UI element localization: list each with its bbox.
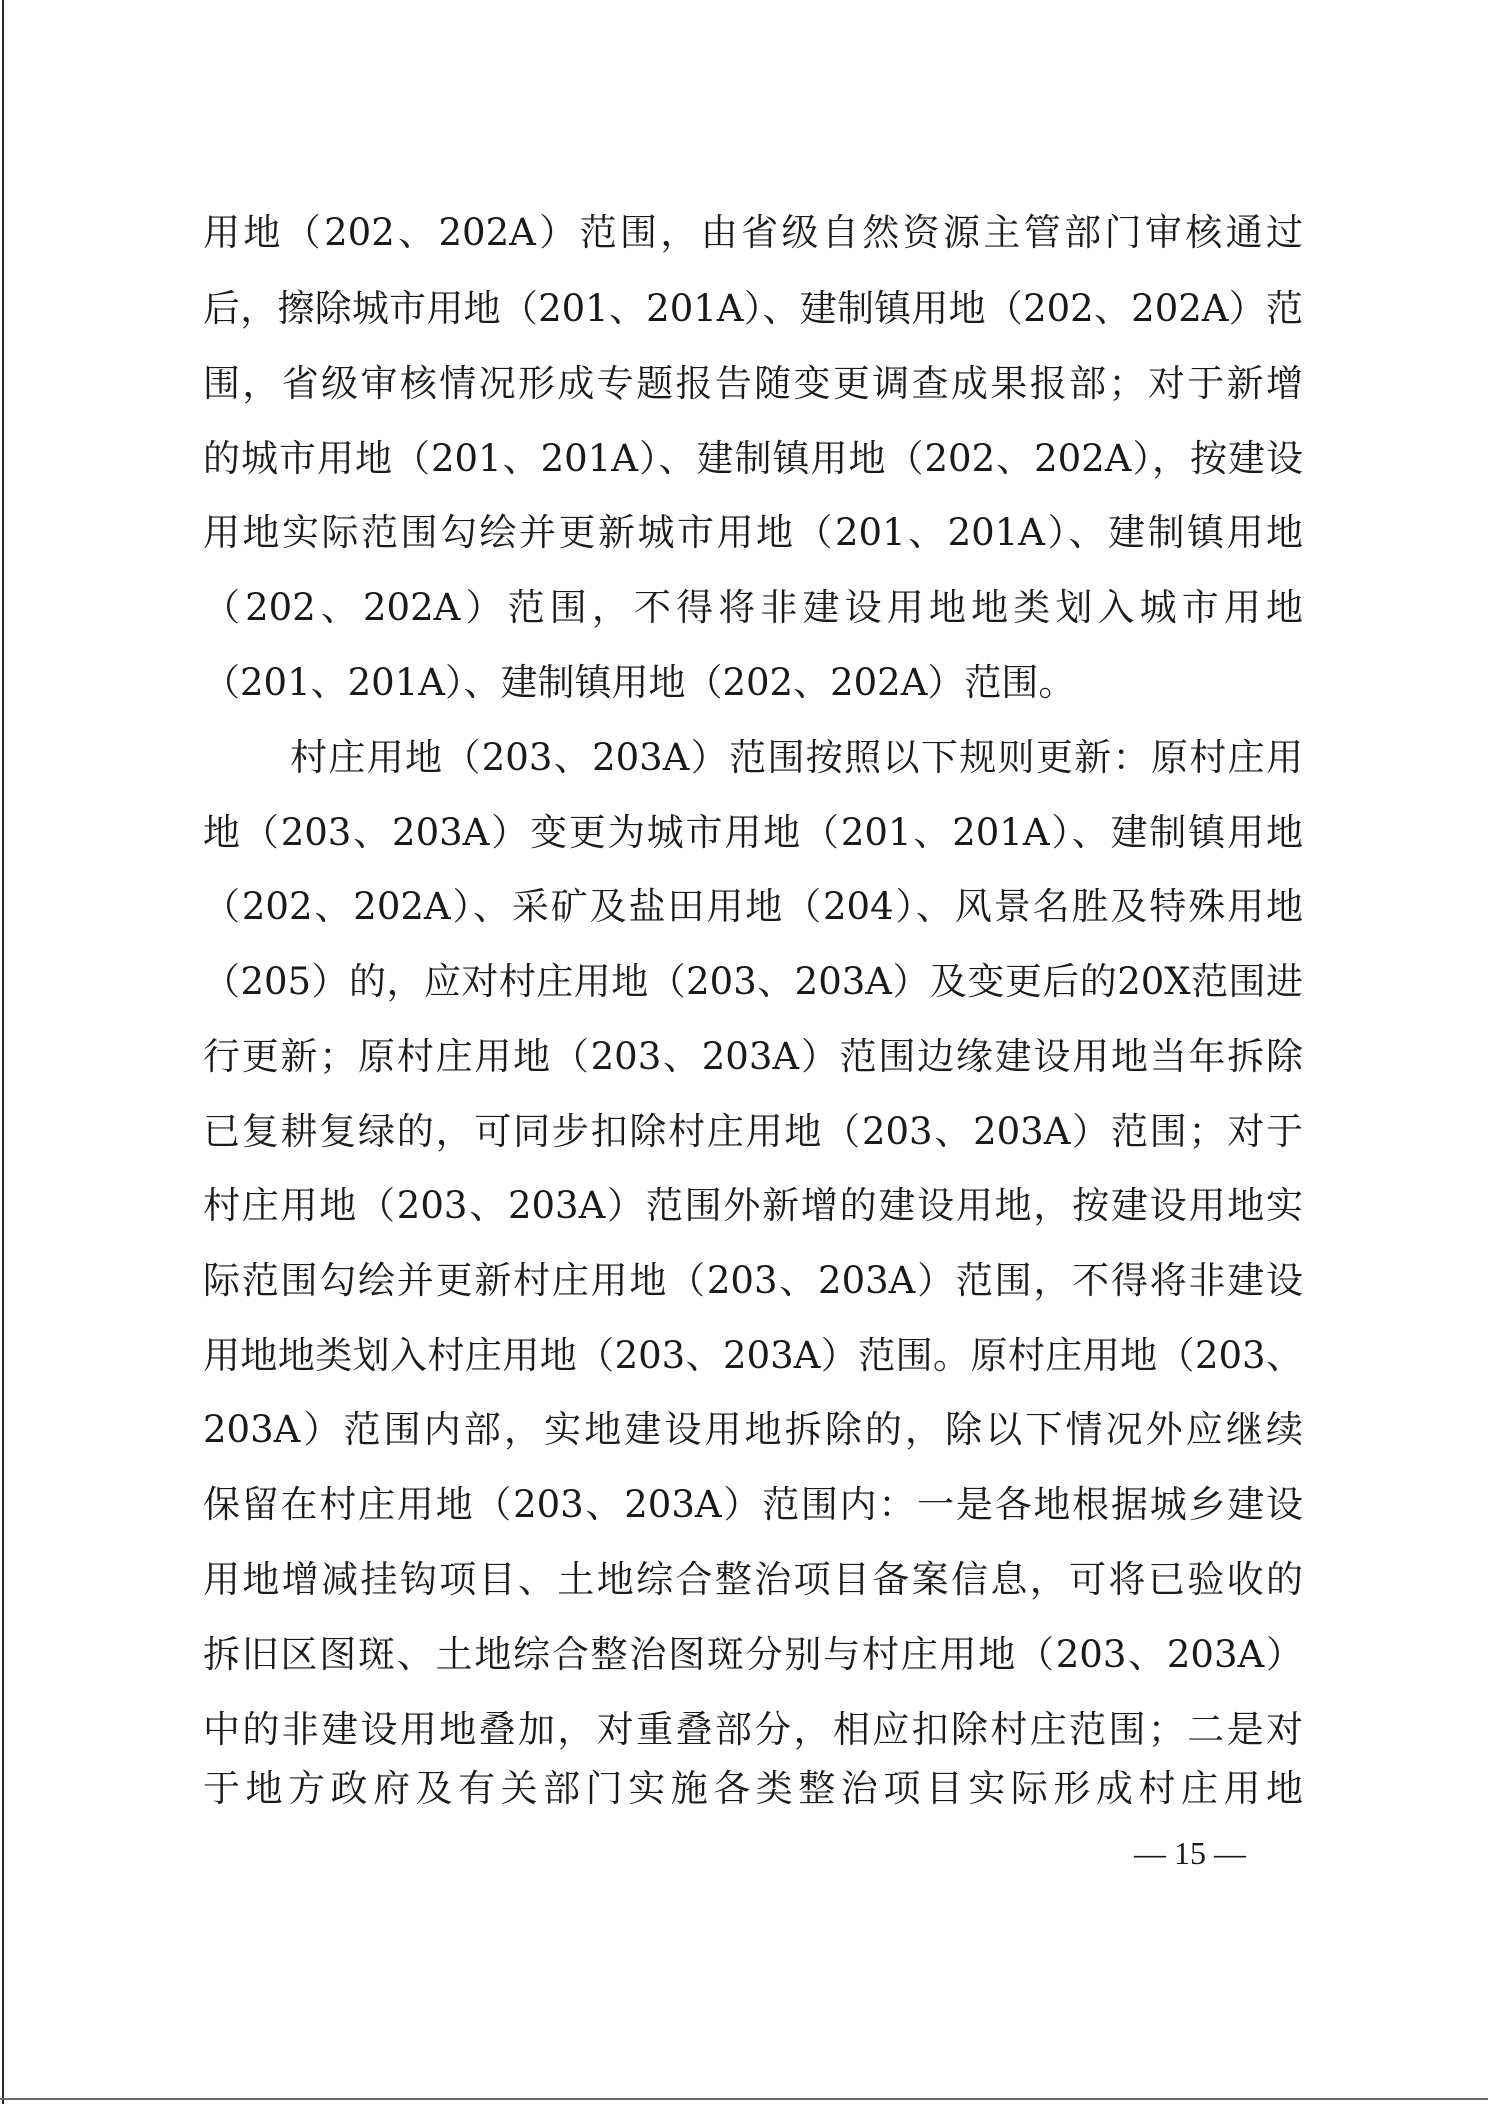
paragraph-2-line-9: 用地地类划入村庄用地（203、203A）范围。原村庄用地（203、 [203, 1334, 1303, 1377]
paragraph-1-line-6: （202、202A）范围，不得将非建设用地地类划入城市用地 [203, 586, 1303, 629]
paragraph-2-line-3: （202、202A）、采矿及盐田用地（204）、风景名胜及特殊用地 [203, 885, 1303, 928]
scan-edge-left [2, 0, 4, 2104]
paragraph-2-line-15: 于地方政府及有关部门实施各类整治项目实际形成村庄用地 [203, 1767, 1303, 1810]
paragraph-1-line-1: 用地（202、202A）范围，由省级自然资源主管部门审核通过 [203, 211, 1303, 254]
paragraph-2-line-6: 已复耕复绿的，可同步扣除村庄用地（203、203A）范围；对于 [203, 1110, 1303, 1153]
paragraph-2-line-10: 203A）范围内部，实地建设用地拆除的，除以下情况外应继续 [203, 1408, 1303, 1451]
paragraph-2-line-4: （205）的，应对村庄用地（203、203A）及变更后的20X范围进 [203, 960, 1303, 1003]
paragraph-2-line-1: 村庄用地（203、203A）范围按照以下规则更新：原村庄用 [290, 736, 1303, 779]
paragraph-2-line-14: 中的非建设用地叠加，对重叠部分，相应扣除村庄范围；二是对 [203, 1708, 1303, 1751]
paragraph-1-line-7: （201、201A）、建制镇用地（202、202A）范围。 [203, 661, 1076, 704]
paragraph-2-line-5: 行更新；原村庄用地（203、203A）范围边缘建设用地当年拆除 [203, 1035, 1303, 1078]
paragraph-1-line-3: 围，省级审核情况形成专题报告随变更调查成果报部；对于新增 [203, 362, 1303, 405]
scan-edge-bottom [0, 2098, 1488, 2100]
paragraph-1-line-4: 的城市用地（201、201A）、建制镇用地（202、202A），按建设 [203, 437, 1303, 480]
paragraph-2-line-8: 际范围勾绘并更新村庄用地（203、203A）范围，不得将非建设 [203, 1259, 1303, 1302]
paragraph-2-line-11: 保留在村庄用地（203、203A）范围内：一是各地根据城乡建设 [203, 1483, 1303, 1526]
page-number: — 15 — [1134, 1835, 1246, 1871]
paragraph-1-line-5: 用地实际范围勾绘并更新城市用地（201、201A）、建制镇用地 [203, 511, 1303, 554]
paragraph-2-line-7: 村庄用地（203、203A）范围外新增的建设用地，按建设用地实 [203, 1184, 1303, 1227]
paragraph-1-line-2: 后，擦除城市用地（201、201A）、建制镇用地（202、202A）范 [203, 287, 1303, 330]
paragraph-2-line-13: 拆旧区图斑、土地综合整治图斑分别与村庄用地（203、203A） [203, 1633, 1303, 1676]
paragraph-2-line-12: 用地增减挂钩项目、土地综合整治项目备案信息，可将已验收的 [203, 1558, 1303, 1601]
paragraph-2-line-2: 地（203、203A）变更为城市用地（201、201A）、建制镇用地 [203, 811, 1303, 854]
